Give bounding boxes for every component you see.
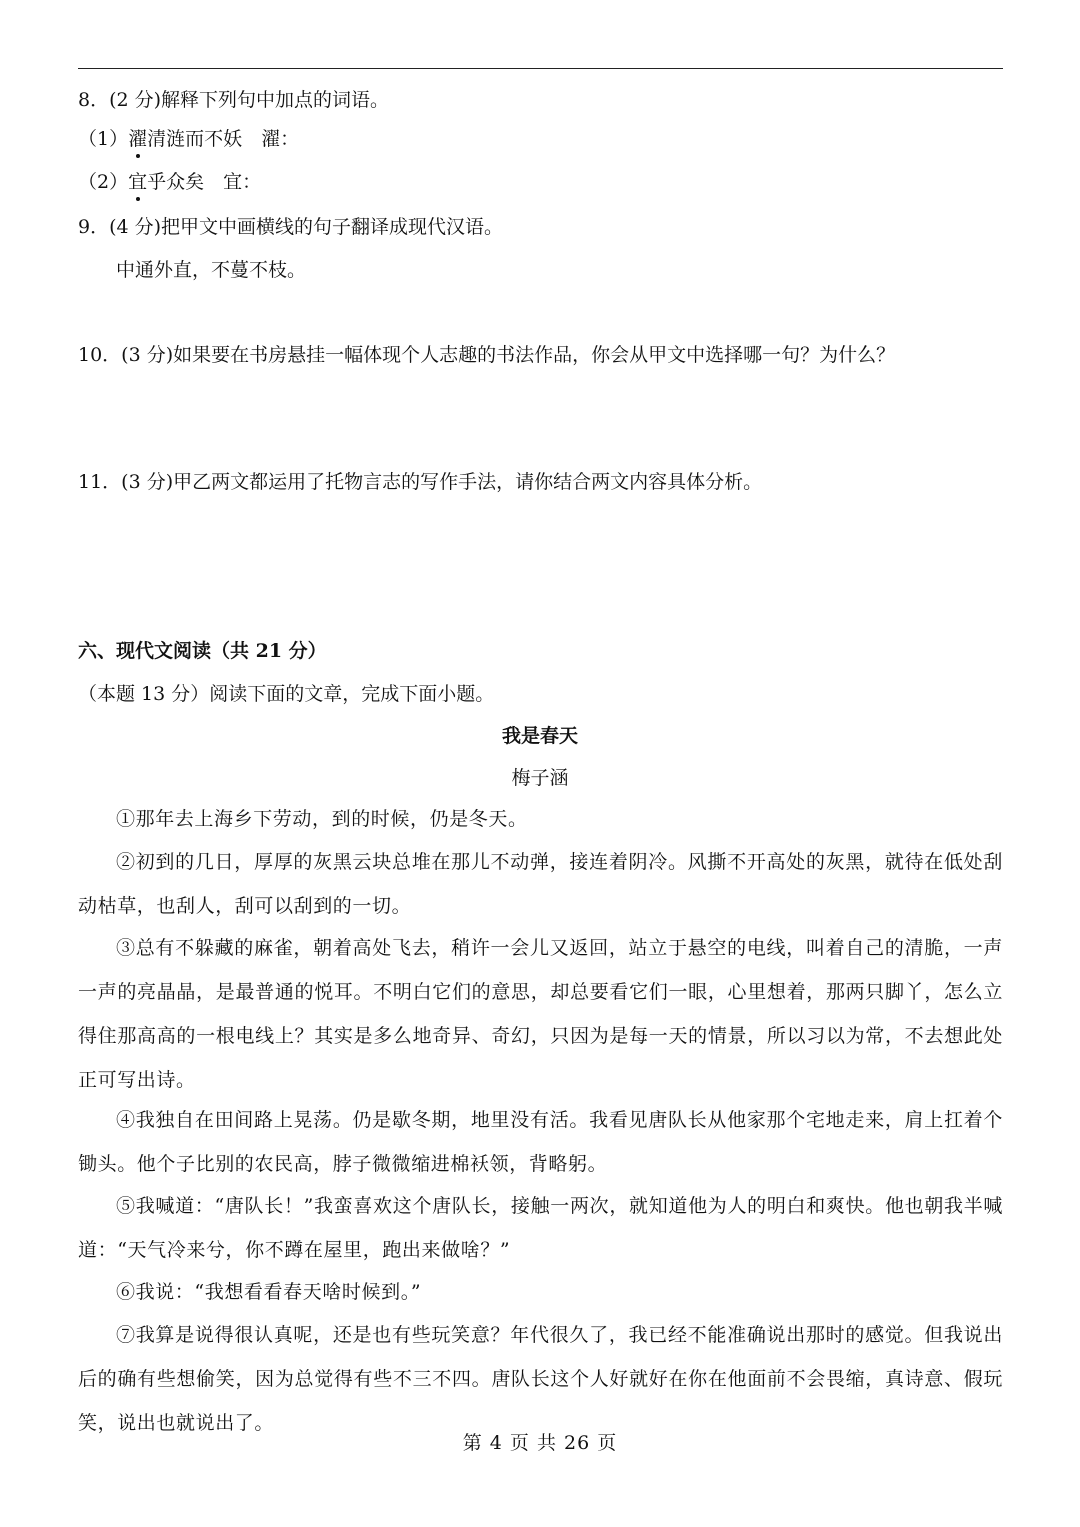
paragraph-1: ①那年去上海乡下劳动，到的时候，仍是冬天。 (116, 808, 528, 830)
paragraph-3: ③总有不躲藏的麻雀，朝着高处飞去，稍许一会儿又返回，站立于悬空的电线，叫着自己的清脆，一声一声的亮晶晶，是最普通的悦耳。不明白它们的意思，却总要看它们一眼，心里想着，那两只脚丫，怎么立得住那高高的一根电线上？其实是多么地奇异、奇幻，只因为是每一天的情景，所以习以为常，不去想此处正可写出诗。 (78, 937, 1003, 1091)
page-footer: 第 4 页 共 26 页 (462, 1432, 618, 1454)
header-rule (78, 68, 1003, 69)
paragraph-5: ⑤我喊道：“唐队长！”我蛮喜欢这个唐队长，接触一两次，就知道他为人的明白和爽快。他也朝我半喊道：“天气冷来兮，你不蹲在屋里，跑出来做啥？” (78, 1195, 1003, 1261)
question-9-sentence: 中通外直，不蔓不枝。 (116, 259, 307, 281)
question-8-title: 8．(2 分)解释下列句中加点的词语。 (78, 89, 390, 111)
question-8-item-1 (78, 126, 299, 152)
paragraph-7: ⑦我算是说得很认真呢，还是也有些玩笑意？年代很久了，我已经不能准确说出那时的感觉。但我说出后的确有些想偷笑，因为总觉得有些不三不四。唐队长这个人好就好在你在他面前不会畏缩，真诗意、假玩笑，说出也就说出了。 (78, 1324, 1003, 1434)
question-11-title: 11．(3 分)甲乙两文都运用了托物言志的写作手法，请你结合两文内容具体分析。 (78, 471, 763, 493)
item-text: 清涟而不妖 濯： (147, 128, 300, 150)
article-title: 我是春天 (501, 725, 578, 747)
item-number: （1） (78, 128, 129, 150)
paragraph-6: ⑥我说：“我想看看春天啥时候到。” (116, 1281, 422, 1303)
section-heading: 六、现代文阅读（共 21 分） (78, 640, 327, 662)
paragraph-2: ②初到的几日，厚厚的灰黑云块总堆在那儿不动弹，接连着阴冷。风撕不开高处的灰黑，就待在低处刮动枯草，也刮人，刮可以刮到的一切。 (78, 851, 1003, 917)
item-number: （2） (78, 171, 129, 193)
paragraph-4: ④我独自在田间路上晃荡。仍是歇冬期，地里没有活。我看见唐队长从他家那个宅地走来，肩上扛着个锄头。他个子比别的农民高，脖子微微缩进棉袄领，背略躬。 (78, 1109, 1003, 1175)
article-author: 梅子涵 (511, 767, 569, 789)
question-9-title: 9．(4 分)把甲文中画横线的句子翻译成现代汉语。 (78, 216, 504, 238)
question-10-title: 10．(3 分)如果要在书房悬挂一幅体现个人志趣的书法作品，你会从甲文中选择哪一句？为什么？ (78, 344, 896, 366)
dotted-word: 宜 (128, 171, 148, 193)
section-instruction: （本题 13 分）阅读下面的文章，完成下面小题。 (78, 683, 495, 705)
dotted-word: 濯 (128, 128, 148, 150)
item-text: 乎众矣 宜： (147, 171, 262, 193)
question-8-item-2 (78, 169, 261, 195)
